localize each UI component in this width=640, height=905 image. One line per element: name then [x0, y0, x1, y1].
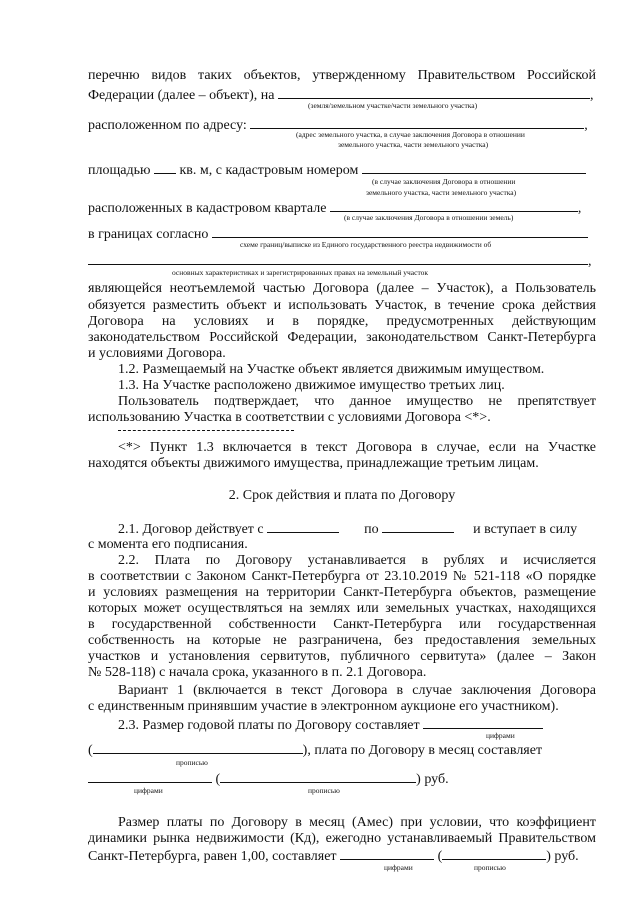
- field-caption: основных характеристиках и зарегистрированных правах на земельный участок: [172, 268, 429, 277]
- text-line: ,: [88, 252, 596, 270]
- field-caption: (адрес земельного участка, в случае заключения Договора в отношении: [296, 130, 525, 139]
- text-fragment: и вступает в силу: [473, 522, 578, 537]
- text-fragment: расположенном по адресу:: [88, 118, 247, 133]
- text-line: собственность на которые не разграничена, без предоставления земельных: [88, 633, 596, 648]
- field-caption: (в случае заключения Договора в отношении: [372, 177, 516, 186]
- field-caption: цифрами: [134, 786, 163, 795]
- text-line: [88, 161, 596, 179]
- text-line: 1.2. Размещаемый на Участке объект является движимым имуществом.: [118, 362, 545, 377]
- text-line: использованию Участка в соответствии с условиями Договора <*>.: [88, 410, 491, 425]
- blank-line: [442, 847, 546, 860]
- text-fragment: 2.1. Договор действует с: [118, 522, 264, 537]
- field-caption: цифрами: [486, 731, 515, 740]
- text-line: расположенном по адресу: ,: [88, 118, 588, 133]
- text-line: Вариант 1 (включается в текст Договора в случае заключения Договора: [118, 683, 596, 698]
- text-fragment: в границах согласно: [88, 227, 209, 242]
- text-line: участков и установления сервитутов, публичного сервитута» (далее – Закон: [88, 649, 596, 664]
- section-heading: 2. Срок действия и плата по Договору: [228, 488, 456, 503]
- field-caption: прописью: [308, 786, 340, 795]
- field-caption: земельного участка, части земельного участка): [366, 188, 517, 197]
- field-caption: (земля/земельном участке/части земельного участка): [308, 101, 478, 110]
- field-caption: схеме границ/выписке из Единого государственного реестра недвижимости об: [240, 240, 492, 249]
- text-line: 2.2. Плата по Договору устанавливается в рублях и исчисляется: [118, 553, 596, 568]
- text-fragment: по: [364, 522, 379, 537]
- text-line: и условиями Договора.: [88, 346, 226, 361]
- text-line: в государственной собственности Санкт-Петербурга или государственная: [88, 617, 596, 632]
- text-fragment: 2.3. Размер годовой платы по Договору составляет: [118, 718, 420, 733]
- blank-line: [340, 847, 434, 860]
- blank-line: [423, 716, 543, 729]
- text-line: которых может осуществляться на землях или земельных участках, находящихся: [88, 601, 596, 616]
- blank-line: [93, 741, 303, 754]
- text-line: расположенных в кадастровом квартале ,: [88, 201, 582, 216]
- text-line: обязуется разместить объект и использовать Участок, в течение срока действия: [88, 298, 596, 313]
- text-fragment: ) руб.: [416, 772, 449, 787]
- blank-line: [362, 161, 586, 174]
- text-fragment: ), плата по Договору в месяц составляет: [302, 743, 543, 758]
- field-caption: прописью: [474, 863, 506, 872]
- text-line: динамики рынка недвижимости (Кд), ежегодно устанавливаемый Правительством: [88, 831, 596, 846]
- text-fragment: Санкт-Петербурга, равен 1,00, составляет: [88, 849, 337, 864]
- text-fragment: (: [437, 849, 443, 864]
- blank-line: [88, 252, 588, 265]
- text-fragment: расположенных в кадастровом квартале: [88, 201, 327, 216]
- field-caption: (в случае заключения Договора в отношении земель): [344, 213, 514, 222]
- text-fragment: Федерации (далее – объект), на: [88, 88, 275, 103]
- text-line: перечню видов таких объектов, утвержденному Правительством Российской: [88, 68, 596, 83]
- blank-line: [220, 770, 416, 783]
- text-line: являющейся неотъемлемой частью Договора (далее – Участок), а Пользователь: [88, 281, 596, 296]
- text-fragment: площадью: [88, 163, 151, 178]
- text-line: в соответствии с Законом Санкт-Петербурга от 23.10.2019 № 521-118 «О порядке: [88, 569, 596, 584]
- blank-line: [250, 116, 584, 129]
- blank-line: [382, 520, 454, 533]
- blank-line: [278, 86, 590, 99]
- text-line: [88, 770, 596, 788]
- blank-line: [88, 770, 212, 783]
- text-fragment: ) руб.: [546, 849, 579, 864]
- footnote-text: <*> Пункт 1.3 включается в текст Договора в случае, если на Участке: [118, 440, 596, 455]
- text-line: Договора на условиях и в порядке, предусмотренных действующим: [88, 314, 596, 329]
- text-line: [88, 847, 596, 865]
- text-fragment: (: [215, 772, 221, 787]
- text-line: законодательством Российской Федерации, законодательством Санкт-Петербурга: [88, 330, 596, 345]
- field-caption: прописью: [176, 758, 208, 767]
- text-fragment: кв. м, с кадастровым номером: [179, 163, 359, 178]
- text-fragment: (: [88, 743, 93, 758]
- text-line: с единственным принявшим участие в электронном аукционе его участником).: [88, 699, 559, 714]
- text-line: [118, 520, 596, 538]
- blank-line: [330, 199, 578, 212]
- footnote-text: находятся объекты движимого имущества, принадлежащие третьим лицам.: [88, 456, 539, 471]
- text-line: Пользователь подтверждает, что данное имущество не препятствует: [118, 394, 596, 409]
- text-line: 1.3. На Участке расположено движимое имущество третьих лиц.: [118, 378, 505, 393]
- field-caption: цифрами: [384, 863, 413, 872]
- blank-line: [154, 161, 176, 174]
- text-line: с момента его подписания.: [88, 537, 248, 552]
- field-caption: земельного участка, части земельного участка): [338, 140, 489, 149]
- text-line: № 528-118) с начала срока, указанного в п. 2.1 Договора.: [88, 665, 427, 680]
- blank-line: [267, 520, 339, 533]
- blank-line: [212, 225, 588, 238]
- text-line: [88, 741, 596, 759]
- text-line: [118, 716, 596, 734]
- text-line: и условиях размещения на территории Санкт-Петербурга объектов, размещение: [88, 585, 596, 600]
- text-line: Федерации (далее – объект), на ,: [88, 88, 594, 103]
- text-line: Размер платы по Договору в месяц (Амес) при условии, что коэффициент: [118, 815, 596, 830]
- footnote-separator: [118, 430, 294, 431]
